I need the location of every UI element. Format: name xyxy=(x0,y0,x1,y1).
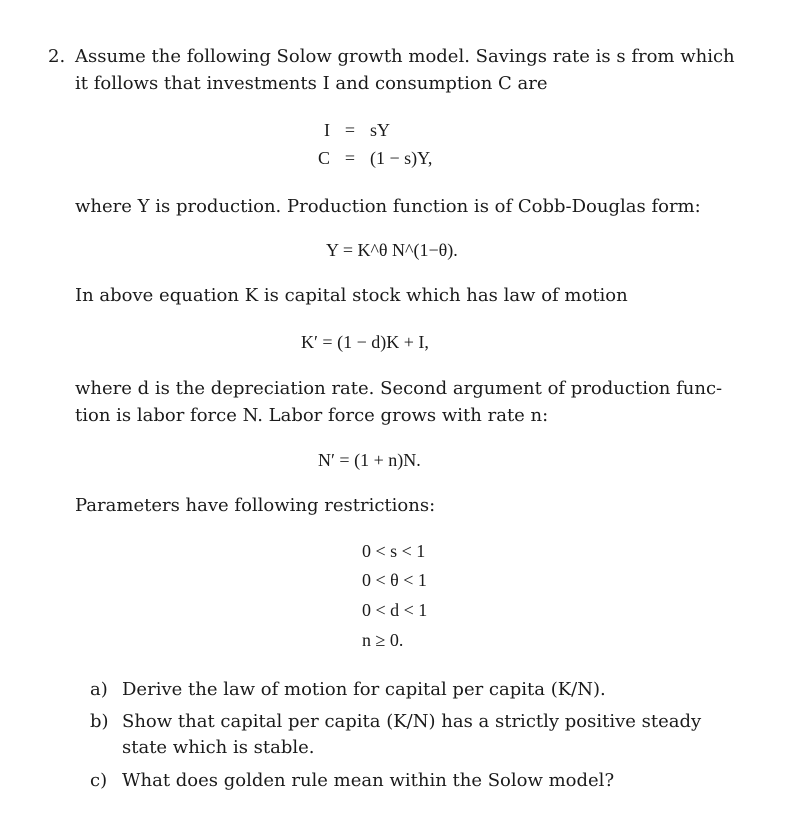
equation-op: = xyxy=(344,120,356,140)
equation-investment xyxy=(300,118,390,142)
capital-law-equation: K′ = (1 − d)K + I, xyxy=(301,332,429,352)
labor-law-equation: N′ = (1 + n)N. xyxy=(318,450,421,470)
question-b xyxy=(90,710,701,734)
question-text: Derive the law of motion for capital per capita (K/N). xyxy=(122,679,606,700)
question-b-continuation: state which is stable. xyxy=(122,737,315,758)
question-text: What does golden rule mean within the Solow model? xyxy=(122,770,615,791)
equation-rhs: (1 − s)Y, xyxy=(370,148,433,168)
problem-number: 2. xyxy=(48,46,66,67)
equation-lhs: I xyxy=(324,120,330,140)
restriction-s: 0 < s < 1 xyxy=(362,541,426,561)
restrictions-intro: Parameters have following restrictions: xyxy=(75,495,436,516)
question-text: Show that capital per capita (K/N) has a strictly positive steady xyxy=(122,711,702,732)
restriction-d: 0 < d < 1 xyxy=(362,600,428,620)
where-production-text: where Y is production. Production function is of Cobb-Douglas form: xyxy=(75,196,701,217)
question-a xyxy=(90,678,606,702)
question-label: c) xyxy=(90,770,108,791)
question-label: b) xyxy=(90,711,109,732)
question-c xyxy=(90,769,614,793)
question-label: a) xyxy=(90,679,108,700)
depreciation-line-2: tion is labor force N. Labor force grows with rate n: xyxy=(75,405,549,426)
equation-op: = xyxy=(344,148,356,168)
production-function-equation: Y = K^θ N^(1−θ). xyxy=(326,240,458,260)
restriction-n: n ≥ 0. xyxy=(362,630,404,650)
depreciation-line-1: where d is the depreciation rate. Second argument of production func- xyxy=(75,378,723,399)
equation-rhs: sY xyxy=(370,120,391,140)
intro-line-2: it follows that investments I and consumption C are xyxy=(75,73,548,94)
restriction-theta: 0 < θ < 1 xyxy=(362,570,427,590)
equation-lhs: C xyxy=(317,148,330,168)
capital-stock-text: In above equation K is capital stock which has law of motion xyxy=(75,285,628,306)
intro-line-1: Assume the following Solow growth model. Savings rate is s from which xyxy=(75,46,735,67)
equation-consumption xyxy=(300,146,432,170)
